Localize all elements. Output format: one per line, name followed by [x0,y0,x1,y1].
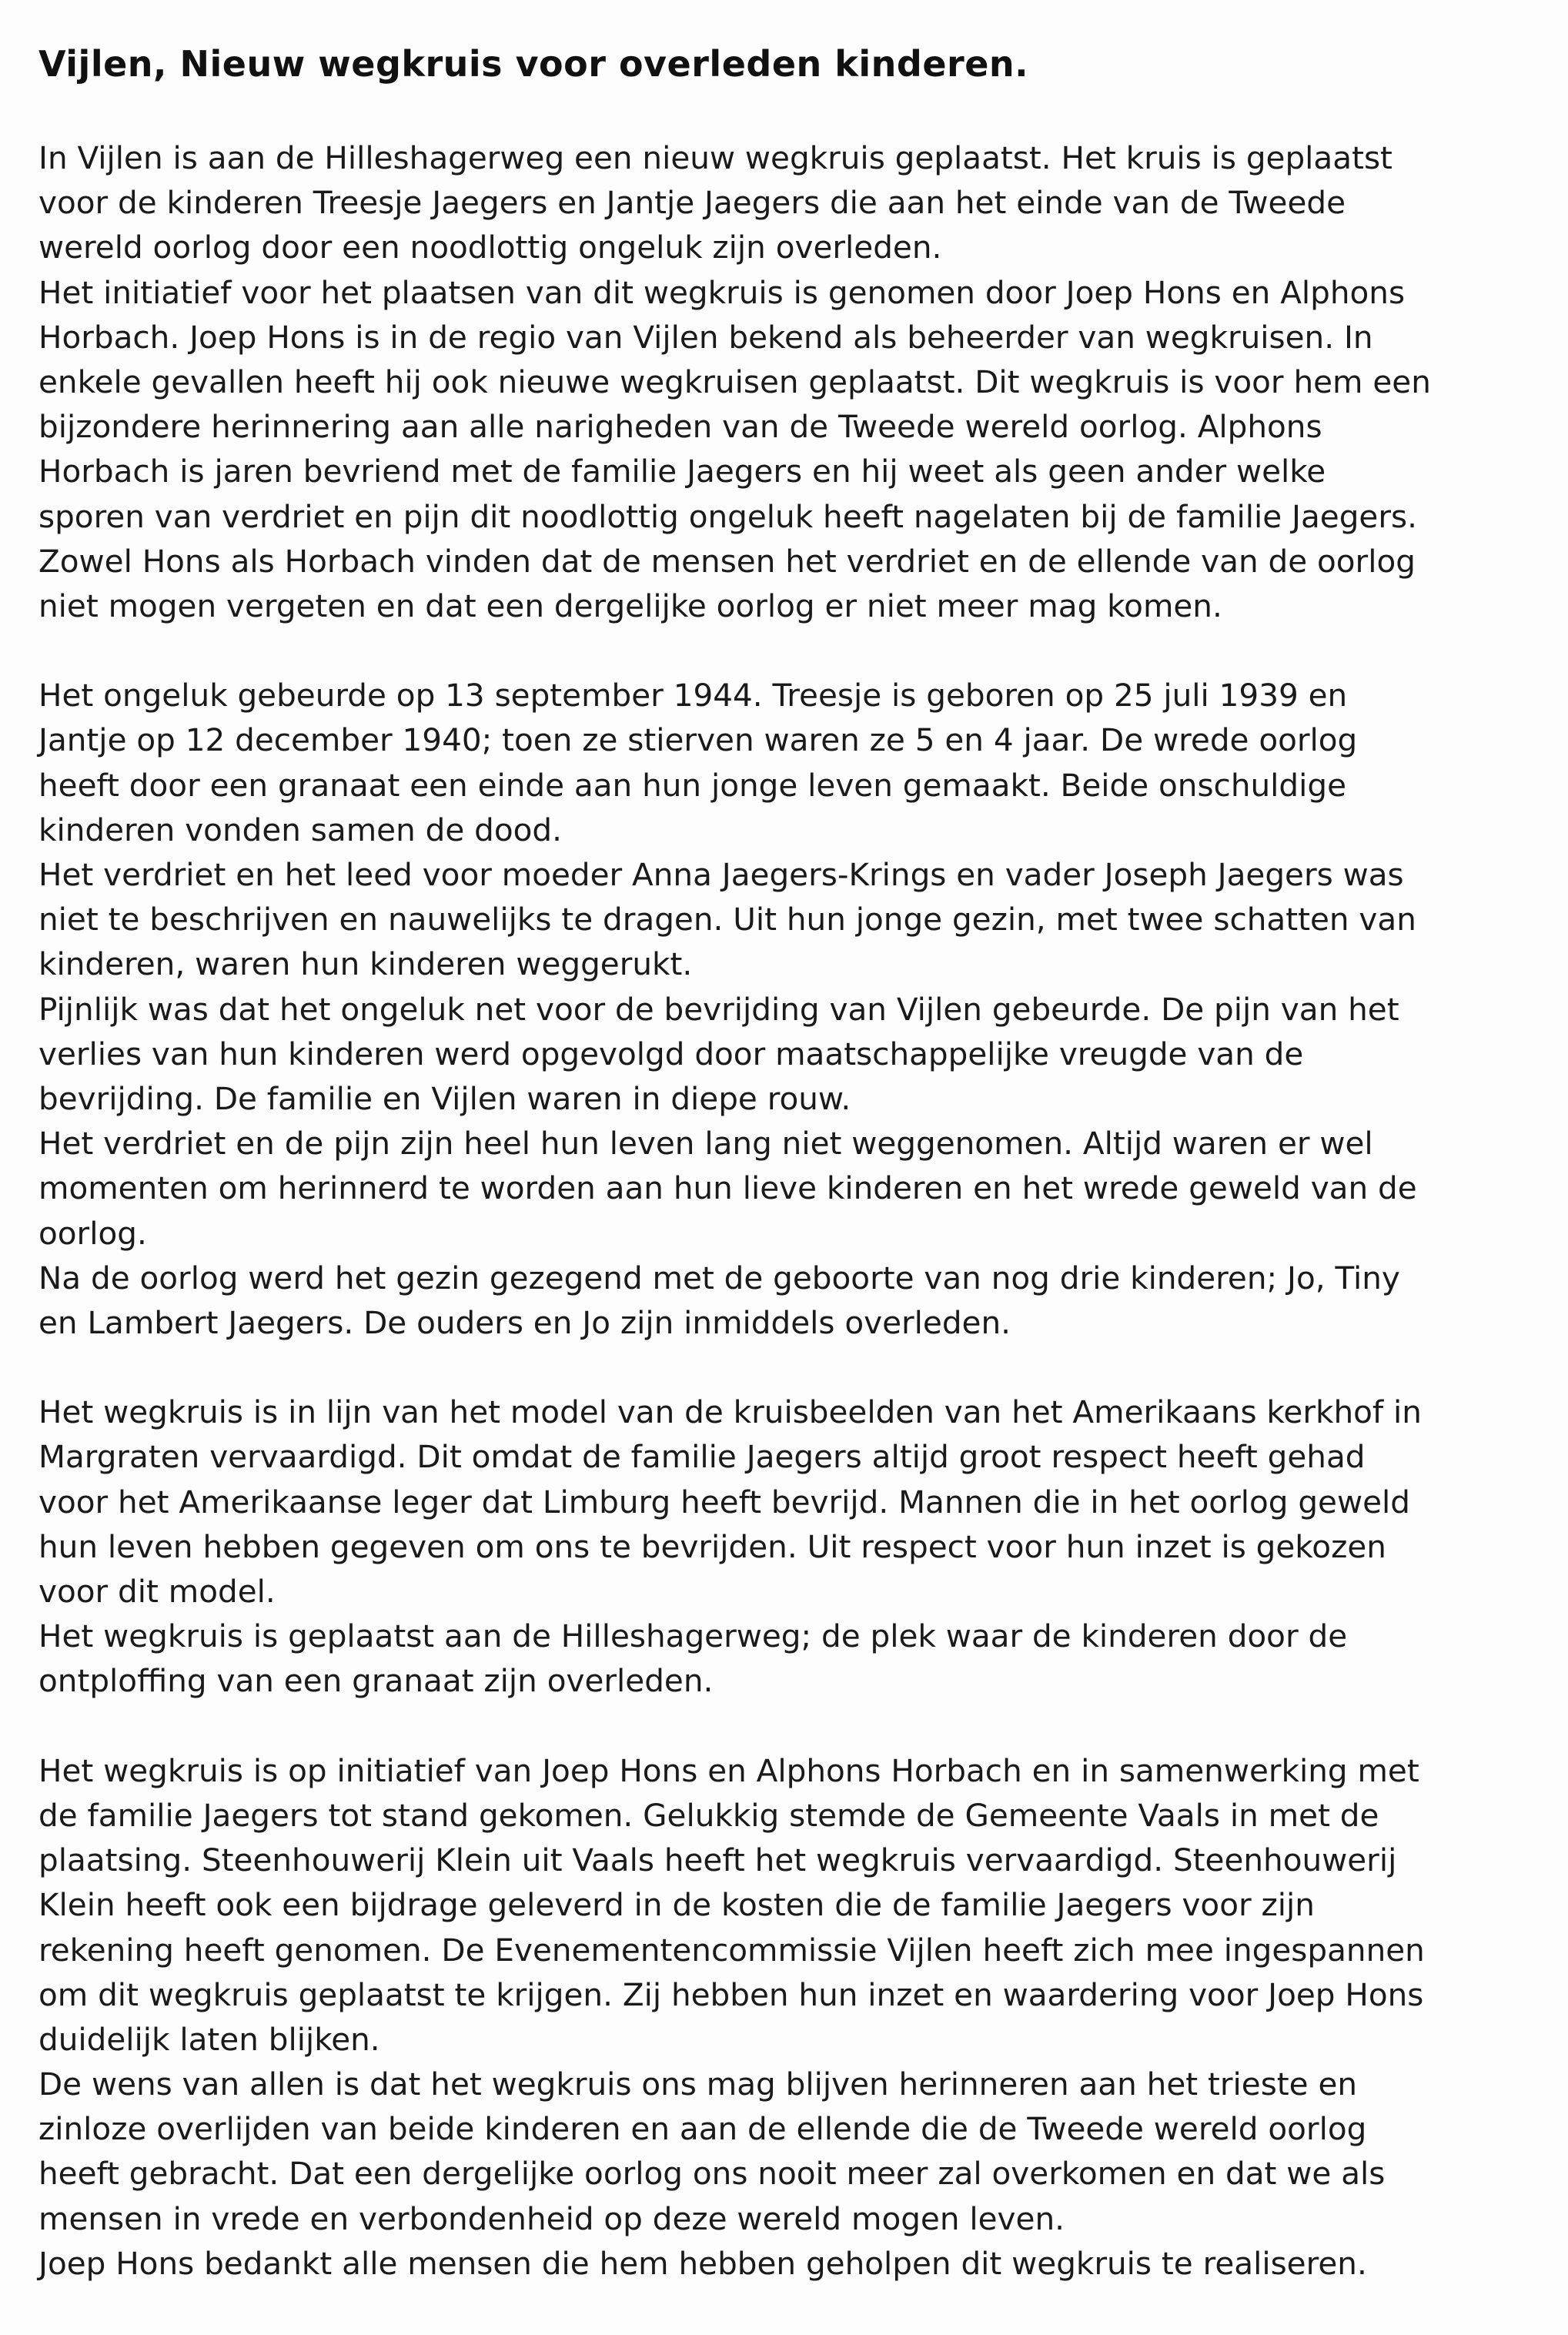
text-line: Jantje op 12 december 1940; toen ze stierven waren ze 5 en 4 jaar. De wrede oorlog [38,721,1358,759]
text-line: voor het Amerikaanse leger dat Limburg heeft bevrijd. Mannen die in het oorlog geweld [38,1483,1410,1520]
text-line: kinderen, waren hun kinderen weggerukt. [38,945,693,983]
text-line: Joep Hons bedankt alle mensen die hem hebben geholpen dit wegkruis te realiseren. [38,2244,1367,2282]
text-line: plaatsing. Steenhouwerij Klein uit Vaals heeft het wegkruis vervaardigd. Steenhouwerij [38,1842,1397,1879]
text-line: Horbach is jaren bevriend met de familie Jaegers en hij weet als geen ander welke [38,453,1326,490]
text-line: oorlog. [38,1214,147,1252]
text-line: heeft gebracht. Dat een dergelijke oorlog ons nooit meer zal overkomen en dat we als [38,2155,1386,2193]
text-line: niet mogen vergeten en dat een dergelijke oorlog er niet meer mag komen. [38,587,1222,624]
text-line: en Lambert Jaegers. De ouders en Jo zijn inmiddels overleden. [38,1303,1011,1341]
text-line: Het wegkruis is op initiatief van Joep Hons en Alphons Horbach en in samenwerking met [38,1751,1419,1789]
text-line: wereld oorlog door een noodlottig ongeluk zijn overleden. [38,229,942,266]
text-line: rekening heeft genomen. De Evenementencommissie Vijlen heeft zich mee ingespannen [38,1931,1425,1969]
text-line: Het wegkruis is geplaatst aan de Hilleshagerweg; de plek waar de kinderen door de [38,1617,1348,1655]
text-line: hun leven hebben gegeven om ons te bevrijden. Uit respect voor hun inzet is gekozen [38,1527,1386,1565]
text-line: enkele gevallen heeft hij ook nieuwe wegkruisen geplaatst. Dit wegkruis is voor hem een [38,363,1431,400]
text-line: voor dit model. [38,1573,276,1610]
paragraph-gap [38,1345,1547,1390]
text-line: Het initiatief voor het plaatsen van dit wegkruis is genomen door Joep Hons en Alphons [38,273,1406,311]
text-line: bevrijding. De familie en Vijlen waren in diepe rouw. [38,1079,851,1117]
text-line: De wens van allen is dat het wegkruis ons mag blijven herinneren aan het trieste en [38,2066,1358,2103]
text-line: de familie Jaegers tot stand gekomen. Gelukkig stemde de Gemeente Vaals in met de [38,1796,1379,1834]
text-line: Pijnlijk was dat het ongeluk net voor de bevrijding van Vijlen gebeurde. De pijn van het [38,990,1399,1028]
text-line: voor de kinderen Treesje Jaegers en Jantje Jaegers die aan het einde van de Tweede [38,184,1346,222]
text-line: momenten om herinnerd te worden aan hun lieve kinderen en het wrede geweld van de [38,1169,1417,1207]
text-line: Klein heeft ook een bijdrage geleverd in de kosten die de familie Jaegers voor zijn [38,1886,1315,1924]
text-line: sporen van verdriet en pijn dit noodlottig ongeluk heeft nagelaten bij de familie Jaegers. [38,497,1417,535]
text-line: bijzondere herinnering aan alle narigheden van de Tweede wereld oorlog. Alphons [38,408,1322,446]
text-line: duidelijk laten blijken. [38,2020,380,2058]
text-line: heeft door een granaat een einde aan hun jonge leven gemaakt. Beide onschuldige [38,766,1347,804]
text-line: Margraten vervaardigd. Dit omdat de familie Jaegers altijd groot respect heeft gehad [38,1438,1366,1476]
article-title: Vijlen, Nieuw wegkruis voor overleden kinderen. [38,43,1029,85]
paragraph-gap [38,1704,1547,1748]
text-line: Het ongeluk gebeurde op 13 september 1944. Treesje is geboren op 25 juli 1939 en [38,677,1348,714]
text-line: kinderen vonden samen de dood. [38,811,562,848]
text-line: om dit wegkruis geplaatst te krijgen. Zij hebben hun inzet en waardering voor Joep Hons [38,1975,1424,2013]
text-line: In Vijlen is aan de Hilleshagerweg een nieuw wegkruis geplaatst. Het kruis is geplaatst [38,139,1392,176]
paragraph-gap [38,628,1547,673]
text-line: Het verdriet en het leed voor moeder Anna Jaegers-Krings en vader Joseph Jaegers was [38,856,1404,893]
text-line: ontploffing van een granaat zijn overleden. [38,1662,714,1700]
text-line: niet te beschrijven en nauwelijks te dragen. Uit hun jonge gezin, met twee schatten van [38,901,1416,938]
text-line: zinloze overlijden van beide kinderen en aan de ellende die de Tweede wereld oorlog [38,2110,1367,2148]
text-line: Het verdriet en de pijn zijn heel hun leven lang niet weggenomen. Altijd waren er wel [38,1125,1373,1162]
article-body [38,135,1547,2286]
text-line: mensen in vrede en verbondenheid op deze wereld mogen leven. [38,2200,1065,2237]
text-line: Na de oorlog werd het gezin gezegend met de geboorte van nog drie kinderen; Jo, Tiny [38,1259,1400,1296]
text-line: Horbach. Joep Hons is in de regio van Vijlen bekend als beheerder van wegkruisen. In [38,318,1373,356]
text-line: verlies van hun kinderen werd opgevolgd door maatschappelijke vreugde van de [38,1035,1304,1072]
text-line: Het wegkruis is in lijn van het model van de kruisbeelden van het Amerikaans kerkhof in [38,1393,1422,1431]
text-line: Zowel Hons als Horbach vinden dat de mensen het verdriet en de ellende van de oorlog [38,542,1416,580]
